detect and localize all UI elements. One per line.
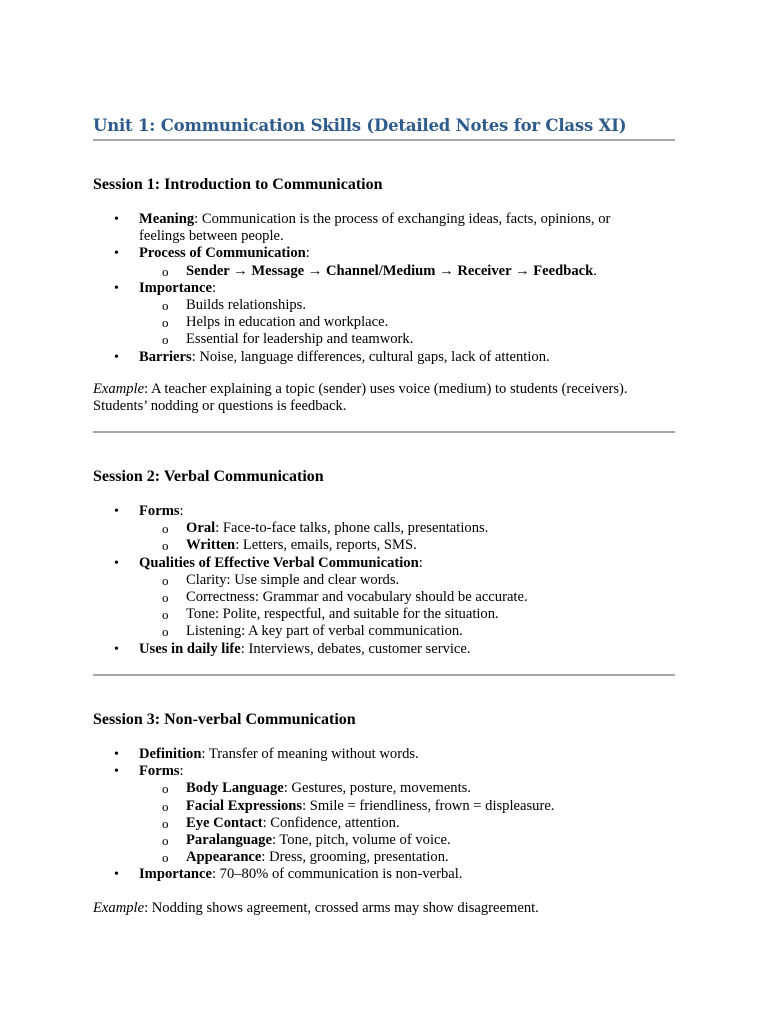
meaning-text: : Communication is the process of exchanging ideas, facts, opinions, or feelings between people. bbox=[139, 211, 611, 245]
bullet-icon: • bbox=[114, 641, 119, 657]
sub-bullet-icon: o bbox=[162, 815, 169, 831]
document-title: Unit 1: Communication Skills (Detailed Notes for Class XI) bbox=[93, 116, 627, 135]
meaning-label: Meaning bbox=[139, 211, 195, 227]
form-label: Oral bbox=[186, 520, 216, 537]
session-3-heading: Session 3: Non-verbal Communication bbox=[93, 711, 356, 728]
sub-bullet-icon: o bbox=[162, 781, 169, 797]
sub-list-item bbox=[93, 314, 675, 331]
process-label: Process of Communication bbox=[139, 245, 306, 262]
uses-text: : Interviews, debates, customer service. bbox=[240, 640, 471, 657]
colon: : bbox=[211, 279, 217, 296]
sub-bullet-icon: o bbox=[162, 332, 169, 348]
definition-label: Definition bbox=[139, 746, 202, 762]
session-1-heading: Session 1: Introduction to Communication bbox=[93, 176, 383, 193]
list-item bbox=[93, 503, 675, 520]
colon: : bbox=[305, 245, 310, 262]
qualities-label: Qualities of Effective Verbal Communication bbox=[139, 554, 419, 571]
sub-list-item bbox=[93, 537, 675, 554]
list-item bbox=[93, 641, 675, 658]
form-text: : Face-to-face talks, phone calls, presentations. bbox=[215, 520, 489, 537]
sub-bullet-icon: o bbox=[162, 315, 169, 331]
form-text: : Dress, grooming, presentation. bbox=[261, 849, 449, 866]
bullet-icon: • bbox=[114, 555, 119, 571]
form-text: : Smile = friendliness, frown = displeasure. bbox=[302, 797, 555, 814]
form-label: Paralanguage bbox=[186, 831, 272, 848]
form-label: Facial Expressions bbox=[186, 797, 303, 814]
sub-list-item bbox=[93, 798, 675, 815]
colon: : bbox=[179, 763, 184, 780]
list-item bbox=[93, 245, 675, 262]
sub-list-item bbox=[93, 623, 675, 640]
colon: : bbox=[418, 554, 423, 571]
sub-list-item bbox=[93, 780, 675, 797]
bullet-icon: • bbox=[114, 764, 119, 780]
importance-text: : 70–80% of communication is non-verbal. bbox=[211, 866, 463, 883]
session-2-list bbox=[93, 503, 675, 658]
bullet-icon: • bbox=[114, 867, 119, 883]
sub-list-item bbox=[93, 331, 675, 348]
sub-bullet-icon: o bbox=[162, 624, 169, 640]
importance-label: Importance bbox=[139, 279, 212, 296]
title-rule bbox=[93, 139, 675, 141]
importance-label: Importance bbox=[139, 866, 212, 883]
period: . bbox=[593, 262, 597, 279]
sub-bullet-icon: o bbox=[162, 798, 169, 814]
section-divider bbox=[93, 431, 675, 433]
sub-bullet-icon: o bbox=[162, 572, 169, 588]
sub-bullet-icon: o bbox=[162, 607, 169, 623]
list-item bbox=[93, 763, 675, 780]
bullet-icon: • bbox=[114, 504, 119, 519]
sub-bullet-icon: o bbox=[162, 589, 169, 605]
form-text: : Letters, emails, reports, SMS. bbox=[235, 537, 417, 554]
form-text: : Confidence, attention. bbox=[262, 814, 400, 831]
definition-text: : Transfer of meaning without words. bbox=[201, 746, 419, 762]
bullet-icon: • bbox=[114, 280, 119, 296]
list-item bbox=[93, 555, 675, 572]
form-label: Eye Contact bbox=[186, 814, 263, 831]
example-text: : A teacher explaining a topic (sender) uses voice (medium) to students (receivers). Students’ nodding or questions is feedback. bbox=[93, 381, 628, 415]
bullet-icon: • bbox=[114, 747, 119, 762]
barriers-label: Barriers bbox=[139, 348, 192, 365]
session-2-heading: Session 2: Verbal Communication bbox=[93, 468, 324, 485]
quality-item: Clarity: Use simple and clear words. bbox=[186, 571, 400, 588]
forms-label: Forms bbox=[139, 763, 180, 780]
form-label: Appearance bbox=[186, 849, 262, 866]
bullet-icon: • bbox=[114, 349, 119, 365]
sub-list-item bbox=[93, 606, 675, 623]
bullet-icon: • bbox=[114, 246, 119, 262]
list-item bbox=[93, 211, 675, 245]
importance-item: Helps in education and workplace. bbox=[186, 314, 389, 331]
sub-bullet-icon: o bbox=[162, 538, 169, 554]
sub-list-item bbox=[93, 832, 675, 849]
sub-bullet-icon: o bbox=[162, 263, 169, 279]
section-divider bbox=[93, 674, 675, 676]
form-label: Body Language bbox=[186, 780, 284, 797]
sub-list-item bbox=[93, 849, 675, 866]
session-1-list bbox=[93, 211, 675, 366]
example-label: Example bbox=[93, 381, 145, 397]
list-item bbox=[93, 280, 675, 297]
barriers-text: : Noise, language differences, cultural gaps, lack of attention. bbox=[191, 348, 550, 365]
form-text: : Tone, pitch, volume of voice. bbox=[271, 831, 451, 848]
sub-list-item bbox=[93, 297, 675, 314]
sub-bullet-icon: o bbox=[162, 297, 169, 313]
quality-item: Correctness: Grammar and vocabulary should be accurate. bbox=[186, 588, 528, 605]
importance-item: Essential for leadership and teamwork. bbox=[186, 331, 414, 348]
session-1-example bbox=[93, 381, 675, 415]
quality-item: Listening: A key part of verbal communication. bbox=[186, 623, 463, 640]
sub-list-item bbox=[93, 815, 675, 832]
session-3-list bbox=[93, 746, 675, 884]
bullet-icon: • bbox=[114, 212, 119, 227]
sub-list-item bbox=[93, 520, 675, 537]
sub-list-item bbox=[93, 589, 675, 606]
sub-bullet-icon: o bbox=[162, 850, 169, 866]
sub-bullet-icon: o bbox=[162, 832, 169, 848]
example-text: : Nodding shows agreement, crossed arms may show disagreement. bbox=[144, 900, 539, 916]
list-item bbox=[93, 866, 675, 883]
list-item bbox=[93, 349, 675, 366]
form-label: Written bbox=[186, 537, 236, 554]
colon: : bbox=[179, 503, 184, 519]
forms-label: Forms bbox=[139, 503, 180, 519]
importance-item: Builds relationships. bbox=[186, 296, 306, 313]
example-label: Example bbox=[93, 900, 145, 916]
session-3-example bbox=[93, 900, 675, 917]
sub-list-item bbox=[93, 263, 675, 280]
list-item bbox=[93, 746, 675, 763]
process-flow: Sender → Message → Channel/Medium → Receiver → Feedback bbox=[186, 262, 594, 279]
sub-bullet-icon: o bbox=[162, 521, 169, 537]
sub-list-item bbox=[93, 572, 675, 589]
form-text: : Gestures, posture, movements. bbox=[283, 780, 471, 797]
quality-item: Tone: Polite, respectful, and suitable for the situation. bbox=[186, 606, 499, 623]
uses-label: Uses in daily life bbox=[139, 640, 241, 657]
